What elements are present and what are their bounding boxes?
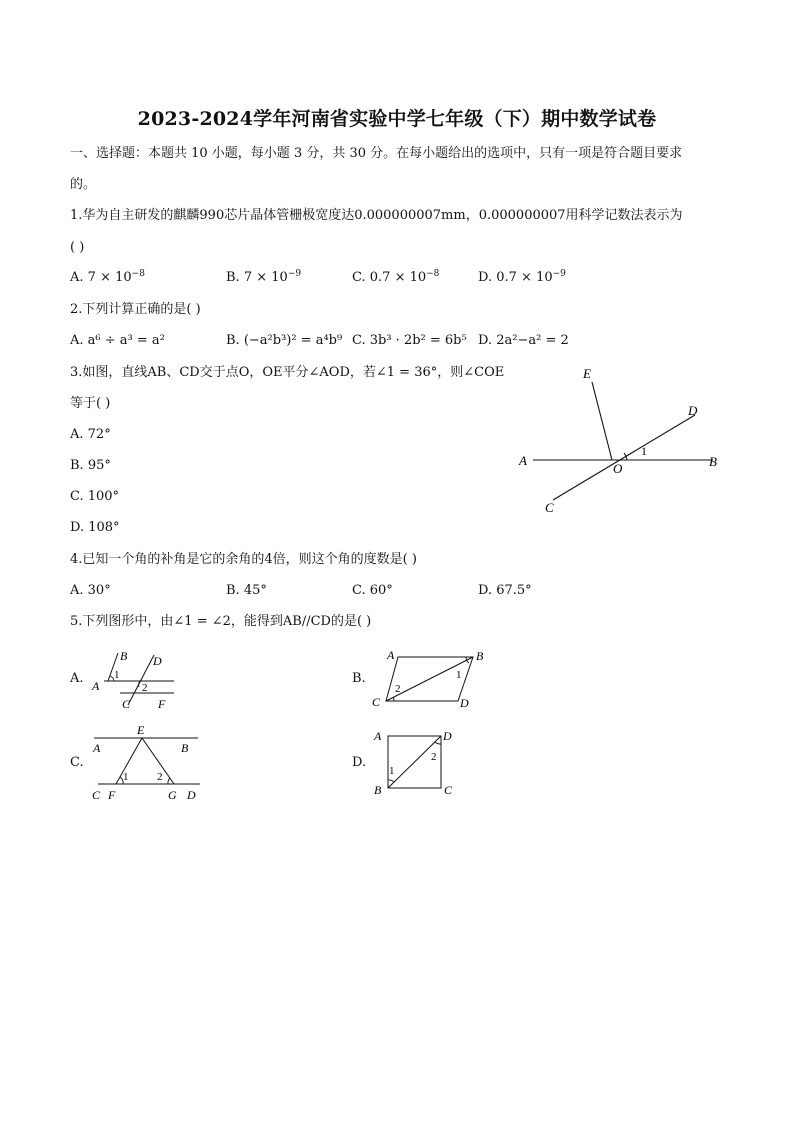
svg-text:B: B: [181, 741, 189, 755]
q1-stem-line1: 1.华为自主研发的麒麟990芯片晶体管栅极宽度达0.000000007mm，0.000000007用科学记数法表示为: [70, 208, 683, 223]
q3-option-b[interactable]: B. 95°: [70, 458, 111, 473]
q4-option-c[interactable]: C. 60°: [352, 583, 393, 598]
q2-option-d[interactable]: D. 2a²−a² = 2: [478, 333, 569, 348]
svg-text:1: 1: [123, 771, 129, 783]
section1-instructions-line2: 的。: [70, 177, 97, 192]
label-o: O: [613, 461, 623, 476]
svg-text:B: B: [476, 649, 484, 663]
q5-option-d-label[interactable]: D.: [352, 755, 367, 770]
svg-text:1: 1: [389, 765, 395, 777]
q5-figure-a: [88, 645, 183, 715]
q3-option-d[interactable]: D. 108°: [70, 520, 120, 535]
q1-option-b[interactable]: B. $7 \times 10^{-9}$: [226, 269, 302, 285]
q5-figure-c: [88, 718, 208, 808]
svg-text:F: F: [108, 788, 116, 802]
q5-figure-b: [368, 645, 498, 715]
section1-instructions-line1: 一、选择题：本题共 10 小题，每小题 3 分，共 30 分。在每小题给出的选项中，只有一项是符合题目要求: [70, 146, 683, 161]
q5-option-a-label[interactable]: A.: [70, 671, 84, 686]
label-a: A: [519, 453, 527, 468]
svg-text:D: D: [187, 788, 196, 802]
q3-stem-line2: 等于( ): [70, 396, 111, 411]
svg-text:G: G: [168, 788, 177, 802]
q4-option-b[interactable]: B. 45°: [226, 583, 267, 598]
q1-option-d[interactable]: D. $0.7 \times 10^{-9}$: [478, 269, 566, 285]
q5-option-c-label[interactable]: C.: [70, 755, 84, 770]
svg-text:2: 2: [142, 682, 148, 694]
svg-text:D: D: [153, 654, 162, 668]
q2-option-b[interactable]: B. (−a²b³)² = a⁴b⁹: [226, 333, 343, 348]
svg-text:C: C: [122, 697, 131, 711]
svg-text:2: 2: [157, 771, 163, 783]
svg-text:A: A: [93, 741, 101, 755]
q3-figure: [505, 360, 735, 520]
svg-text:2: 2: [395, 683, 401, 695]
page-title: 2023-2024学年河南省实验中学七年级（下）期中数学试卷: [137, 108, 657, 130]
label-angle-1: 1: [641, 444, 647, 458]
svg-text:B: B: [120, 649, 128, 663]
svg-text:C: C: [372, 695, 381, 709]
q1-stem-line2: ( ): [70, 240, 85, 255]
q5-option-b-label[interactable]: B.: [352, 671, 366, 686]
q4-stem: 4.已知一个角的补角是它的余角的4倍，则这个角的度数是( ): [70, 552, 417, 567]
q3-option-a[interactable]: A. 72°: [70, 427, 111, 442]
q3-option-c[interactable]: C. 100°: [70, 489, 120, 504]
svg-text:E: E: [137, 723, 145, 737]
q3-stem-line1: 3.如图，直线AB、CD交于点O，OE平分∠AOD，若∠1 = 36°，则∠COE: [70, 365, 505, 380]
q1-option-c[interactable]: C. $0.7 \times 10^{-8}$: [352, 269, 440, 285]
q2-stem: 2.下列计算正确的是( ): [70, 302, 201, 317]
line-cd: [553, 415, 695, 500]
svg-text:F: F: [158, 697, 166, 711]
label-b: B: [709, 454, 717, 469]
q4-option-a[interactable]: A. 30°: [70, 583, 111, 598]
svg-text:2: 2: [431, 751, 437, 763]
svg-text:1: 1: [456, 669, 462, 681]
svg-text:D: D: [460, 696, 469, 710]
svg-text:1: 1: [114, 669, 120, 681]
label-c: C: [545, 500, 554, 515]
q5-figure-d: [368, 722, 468, 804]
ray-oe: [592, 382, 612, 460]
svg-text:A: A: [387, 648, 395, 662]
q4-option-d[interactable]: D. 67.5°: [478, 583, 532, 598]
q2-option-a[interactable]: A. a⁶ ÷ a³ = a²: [70, 333, 165, 348]
label-d: D: [688, 403, 698, 418]
svg-text:A: A: [374, 729, 382, 743]
svg-text:A: A: [92, 679, 100, 693]
svg-text:C: C: [92, 788, 101, 802]
svg-text:C: C: [444, 783, 453, 797]
svg-text:D: D: [443, 729, 452, 743]
svg-text:B: B: [374, 783, 382, 797]
label-e: E: [583, 366, 591, 381]
q5-stem: 5.下列图形中，由∠1 = ∠2，能得到AB//CD的是( ): [70, 614, 372, 629]
q1-option-a[interactable]: A. $7 \times 10^{-8}$: [70, 269, 145, 285]
q2-option-c[interactable]: C. 3b³ · 2b² = 6b⁵: [352, 333, 467, 348]
